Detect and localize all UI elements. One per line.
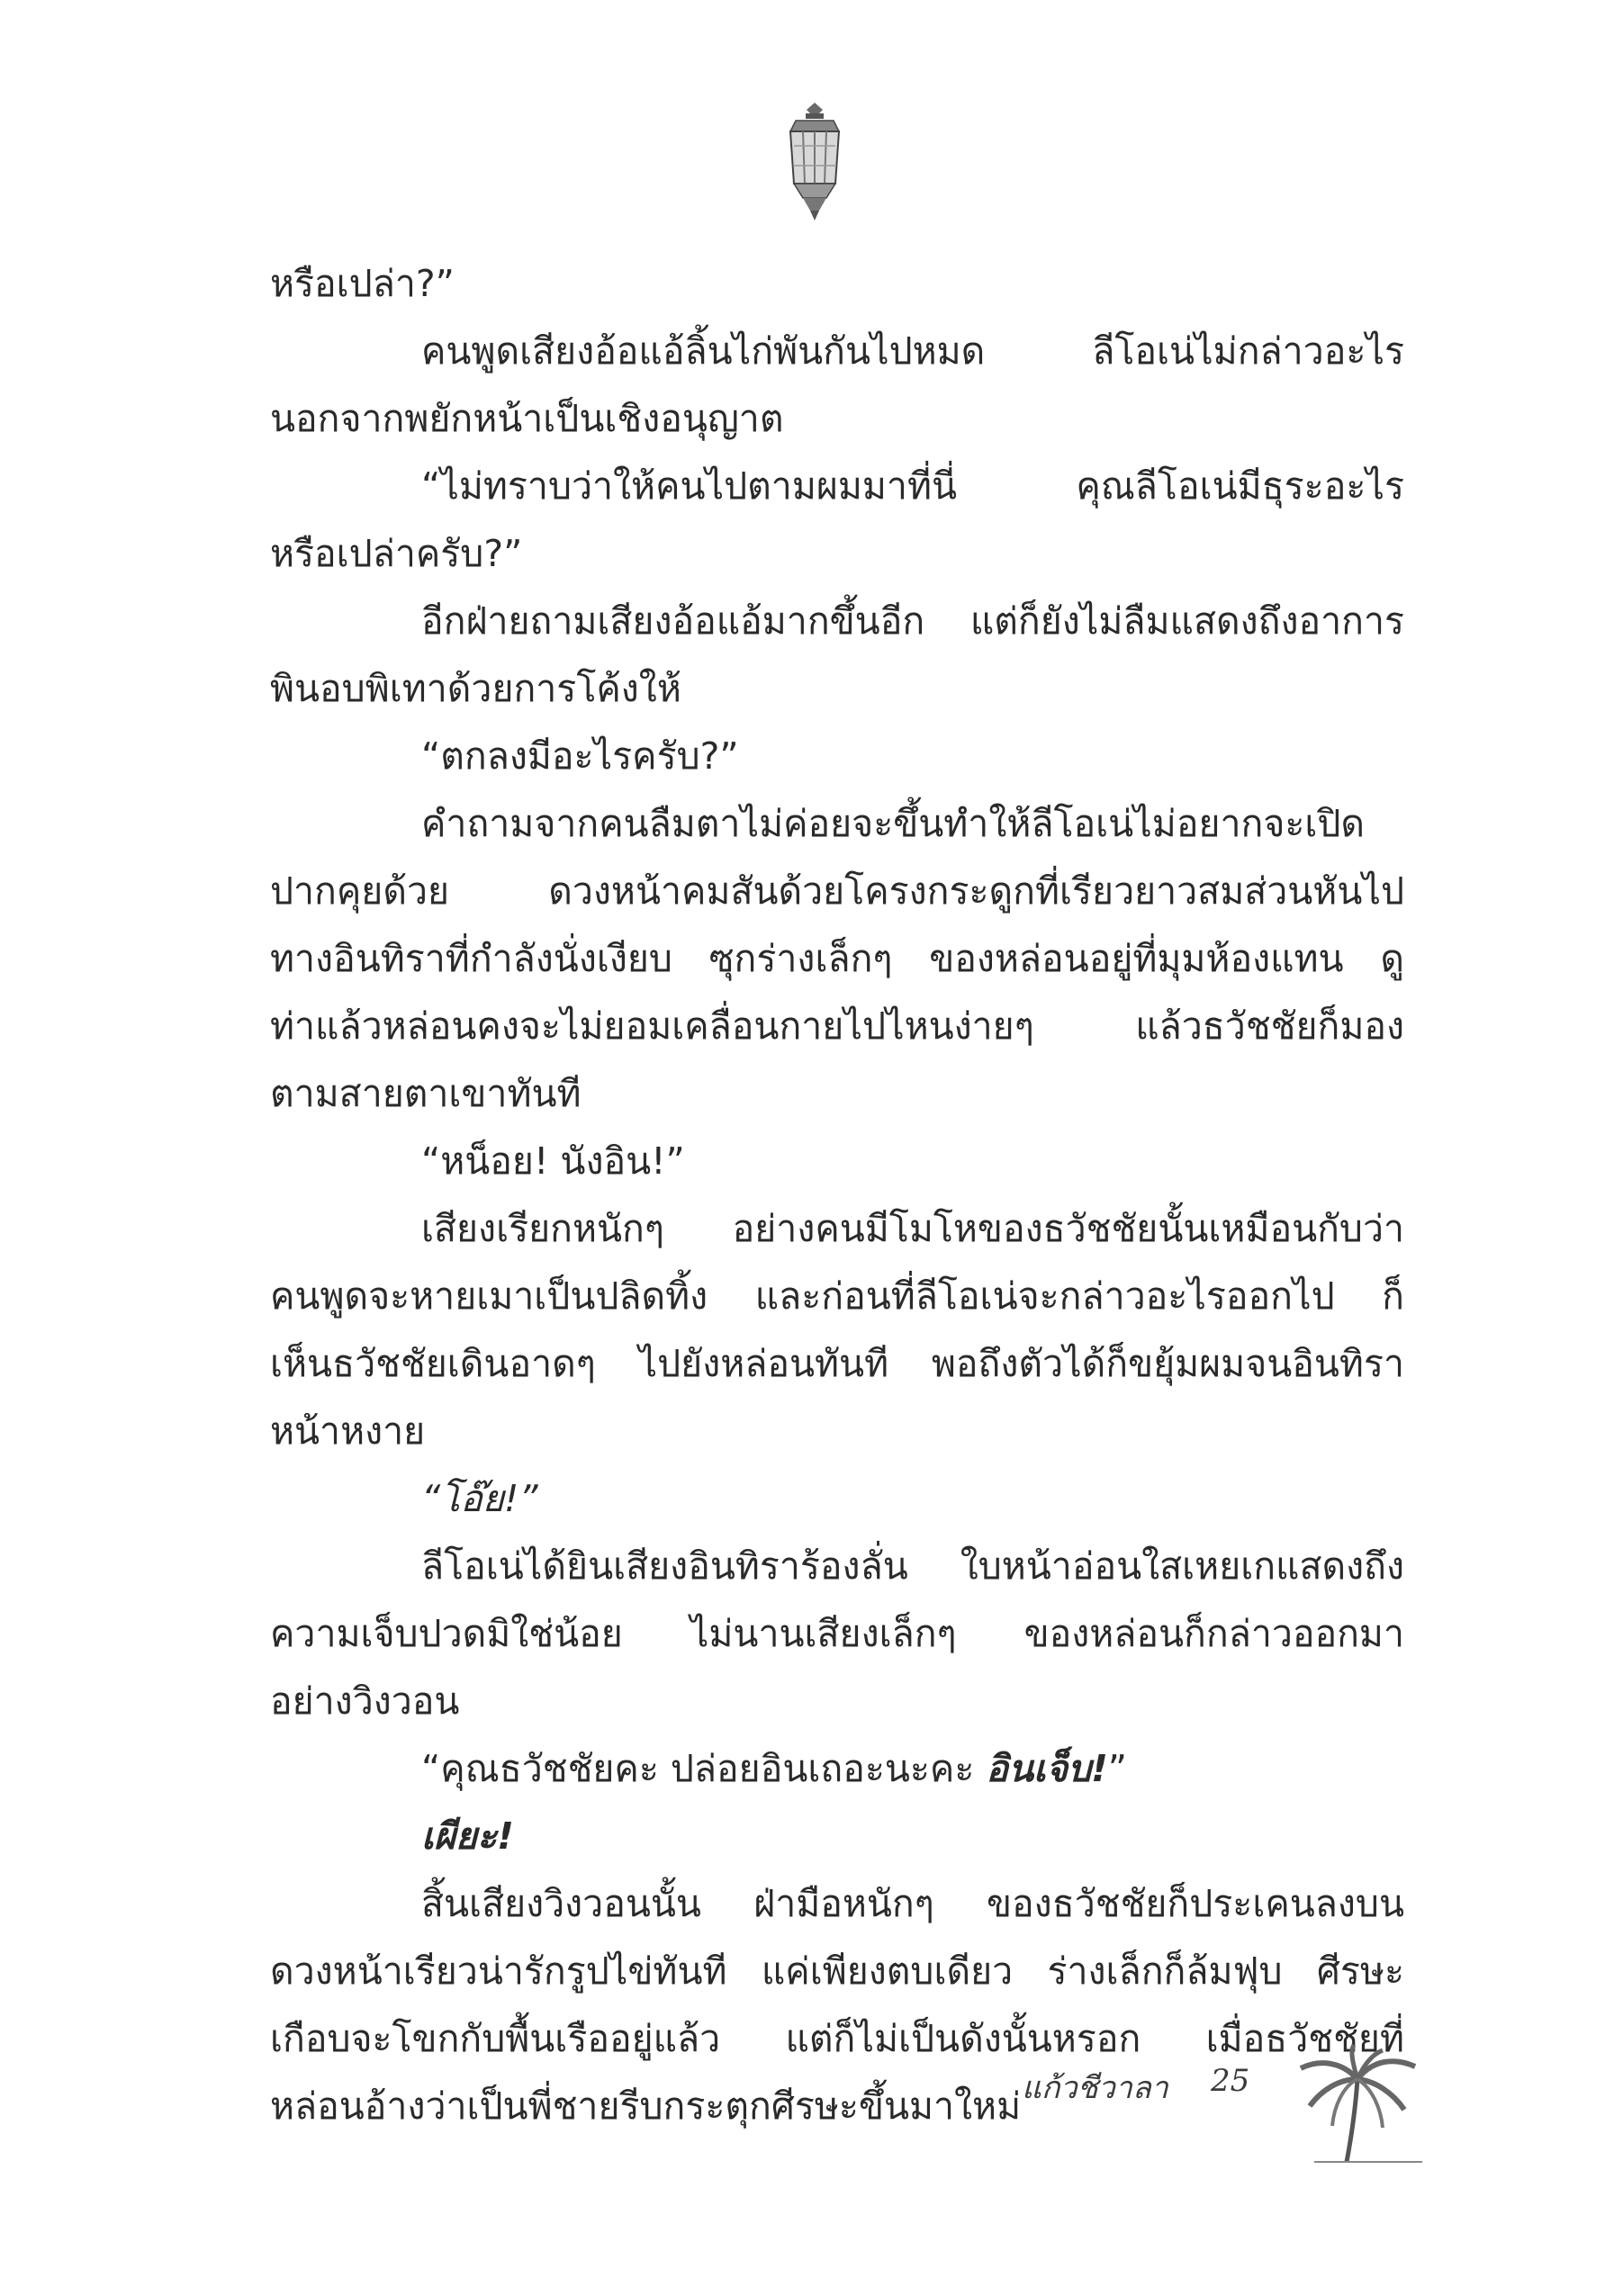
text-line: [270, 1600, 1404, 1668]
text-line: [270, 1263, 1404, 1330]
line-text: “ไม่ทราบว่าให้คนไปตามผมมาที่นี่ คุณลีโอเน่มีธุระอะไร: [421, 464, 1404, 508]
text-line: [270, 925, 1404, 993]
text-line: [270, 993, 1404, 1060]
line-text: ดวงหน้าเรียวน่ารักรูปไข่ทันที แค่เพียงตบเดียว ร่างเล็กก็ล้มฟุบ ศีรษะ: [270, 1949, 1404, 1993]
text-line: [270, 858, 1404, 925]
line-text: “หน็อย! นังอิน!”: [421, 1139, 685, 1183]
line-text: นอกจากพยักหน้าเป็นเชิงอนุญาต: [270, 397, 784, 440]
text-line: [270, 1870, 1404, 1938]
book-title: แก้วชีวาลา: [1022, 2070, 1168, 2106]
text-line: [270, 1803, 1404, 1870]
text-line: [270, 1465, 1404, 1533]
line-text: หน้าหงาย: [270, 1409, 426, 1453]
page-number: 25: [1211, 2063, 1250, 2099]
text-line: [270, 1668, 1404, 1735]
text-line: [270, 318, 1404, 385]
text-line: [270, 1128, 1404, 1195]
text-line: [270, 1060, 1404, 1128]
line-text: อย่างวิงวอน: [270, 1679, 460, 1723]
line-text: คนพูดเสียงอ้อแอ้ลิ้นไก่พันกันไปหมด ลีโอเน่ไม่กล่าวอะไร: [421, 329, 1404, 373]
text-line: [270, 1330, 1404, 1398]
text-line: [270, 655, 1404, 723]
text-line: [270, 1398, 1404, 1465]
line-text: ทางอินทิราที่กำลังนั่งเงียบ ซุกร่างเล็กๆ ของหล่อนอยู่ที่มุมห้องแทน ดู: [270, 937, 1404, 980]
line-text: ท่าแล้วหล่อนคงจะไม่ยอมเคลื่อนกายไปไหนง่ายๆ แล้วธวัชชัยก็มอง: [270, 1004, 1404, 1048]
line-text: ตามสายตาเขาทันที: [270, 1072, 582, 1115]
line-text: หรือเปล่า?”: [270, 262, 455, 305]
line-text: ลีโอเน่ได้ยินเสียงอินทิราร้องลั่น ใบหน้าอ่อนใสเหยเกแสดงถึง: [421, 1544, 1404, 1588]
line-text: อีกฝ่ายถามเสียงอ้อแอ้มากขึ้นอีก แต่ก็ยังไม่ลืมแสดงถึงอาการ: [421, 599, 1404, 643]
text-line: [270, 385, 1404, 453]
line-text: คำถามจากคนลืมตาไม่ค่อยจะขึ้นทำให้ลีโอเน่ไม่อยากจะเปิด: [421, 802, 1366, 845]
text-line: [270, 723, 1404, 790]
page-footer: [0, 2043, 1605, 2169]
palm-tree-icon: [1287, 2043, 1422, 2165]
text-line: [270, 790, 1404, 858]
line-text: ปากคุยด้วย ดวงหน้าคมสันด้วยโครงกระดูกที่เรียวยาวสมส่วนหันไป: [270, 869, 1404, 913]
body-text: [270, 250, 1404, 2140]
line-text: “โอ๊ย!”: [421, 1477, 538, 1520]
line-text: เสียงเรียกหนักๆ อย่างคนมีโมโหของธวัชชัยนั้นเหมือนกับว่า: [421, 1207, 1404, 1250]
line-text: เห็นธวัชชัยเดินอาดๆ ไปยังหล่อนทันที พอถึงตัวได้ก็ขยุ้มผมจนอินทิรา: [270, 1342, 1404, 1385]
text-line: [270, 1735, 1404, 1803]
text-line: [270, 588, 1404, 655]
line-text: ความเจ็บปวดมิใช่น้อย ไม่นานเสียงเล็กๆ ของหล่อนก็กล่าวออกมา: [270, 1612, 1404, 1655]
line-text: หล่อนอ้างว่าเป็นพี่ชายรีบกระตุกศีรษะขึ้นมาใหม่: [270, 2084, 1022, 2128]
text-line: [270, 1533, 1404, 1600]
lantern-icon: [783, 101, 846, 222]
text-line: [270, 1195, 1404, 1263]
line-text: พินอบพิเทาด้วยการโค้งให้: [270, 667, 681, 710]
line-text: สิ้นเสียงวิงวอนนั้น ฝ่ามือหนักๆ ของธวัชชัยก็ประเคนลงบน: [421, 1882, 1404, 1925]
line-text: เกือบจะโขกกับพื้นเรืออยู่แล้ว แต่ก็ไม่เป็นดังนั้นหรอก เมื่อธวัชชัยที่: [270, 2017, 1404, 2060]
text-line: [270, 1938, 1404, 2005]
line-text: คนพูดจะหายเมาเป็นปลิดทิ้ง และก่อนที่ลีโอเน่จะกล่าวอะไรออกไป ก็: [270, 1274, 1404, 1318]
line-text: เผียะ!: [421, 1814, 514, 1858]
emphasis-text: อินเจ็บ!: [986, 1747, 1108, 1790]
line-text: หรือเปล่าครับ?”: [270, 532, 523, 575]
text-line: [270, 520, 1404, 588]
line-text: “ตกลงมีอะไรครับ?”: [421, 734, 739, 778]
line-text: “คุณธวัชชัยคะ ปล่อยอินเถอะนะคะ: [421, 1747, 987, 1790]
line-tail: ”: [1107, 1747, 1128, 1790]
text-line: [270, 453, 1404, 520]
text-line: [270, 250, 1404, 318]
